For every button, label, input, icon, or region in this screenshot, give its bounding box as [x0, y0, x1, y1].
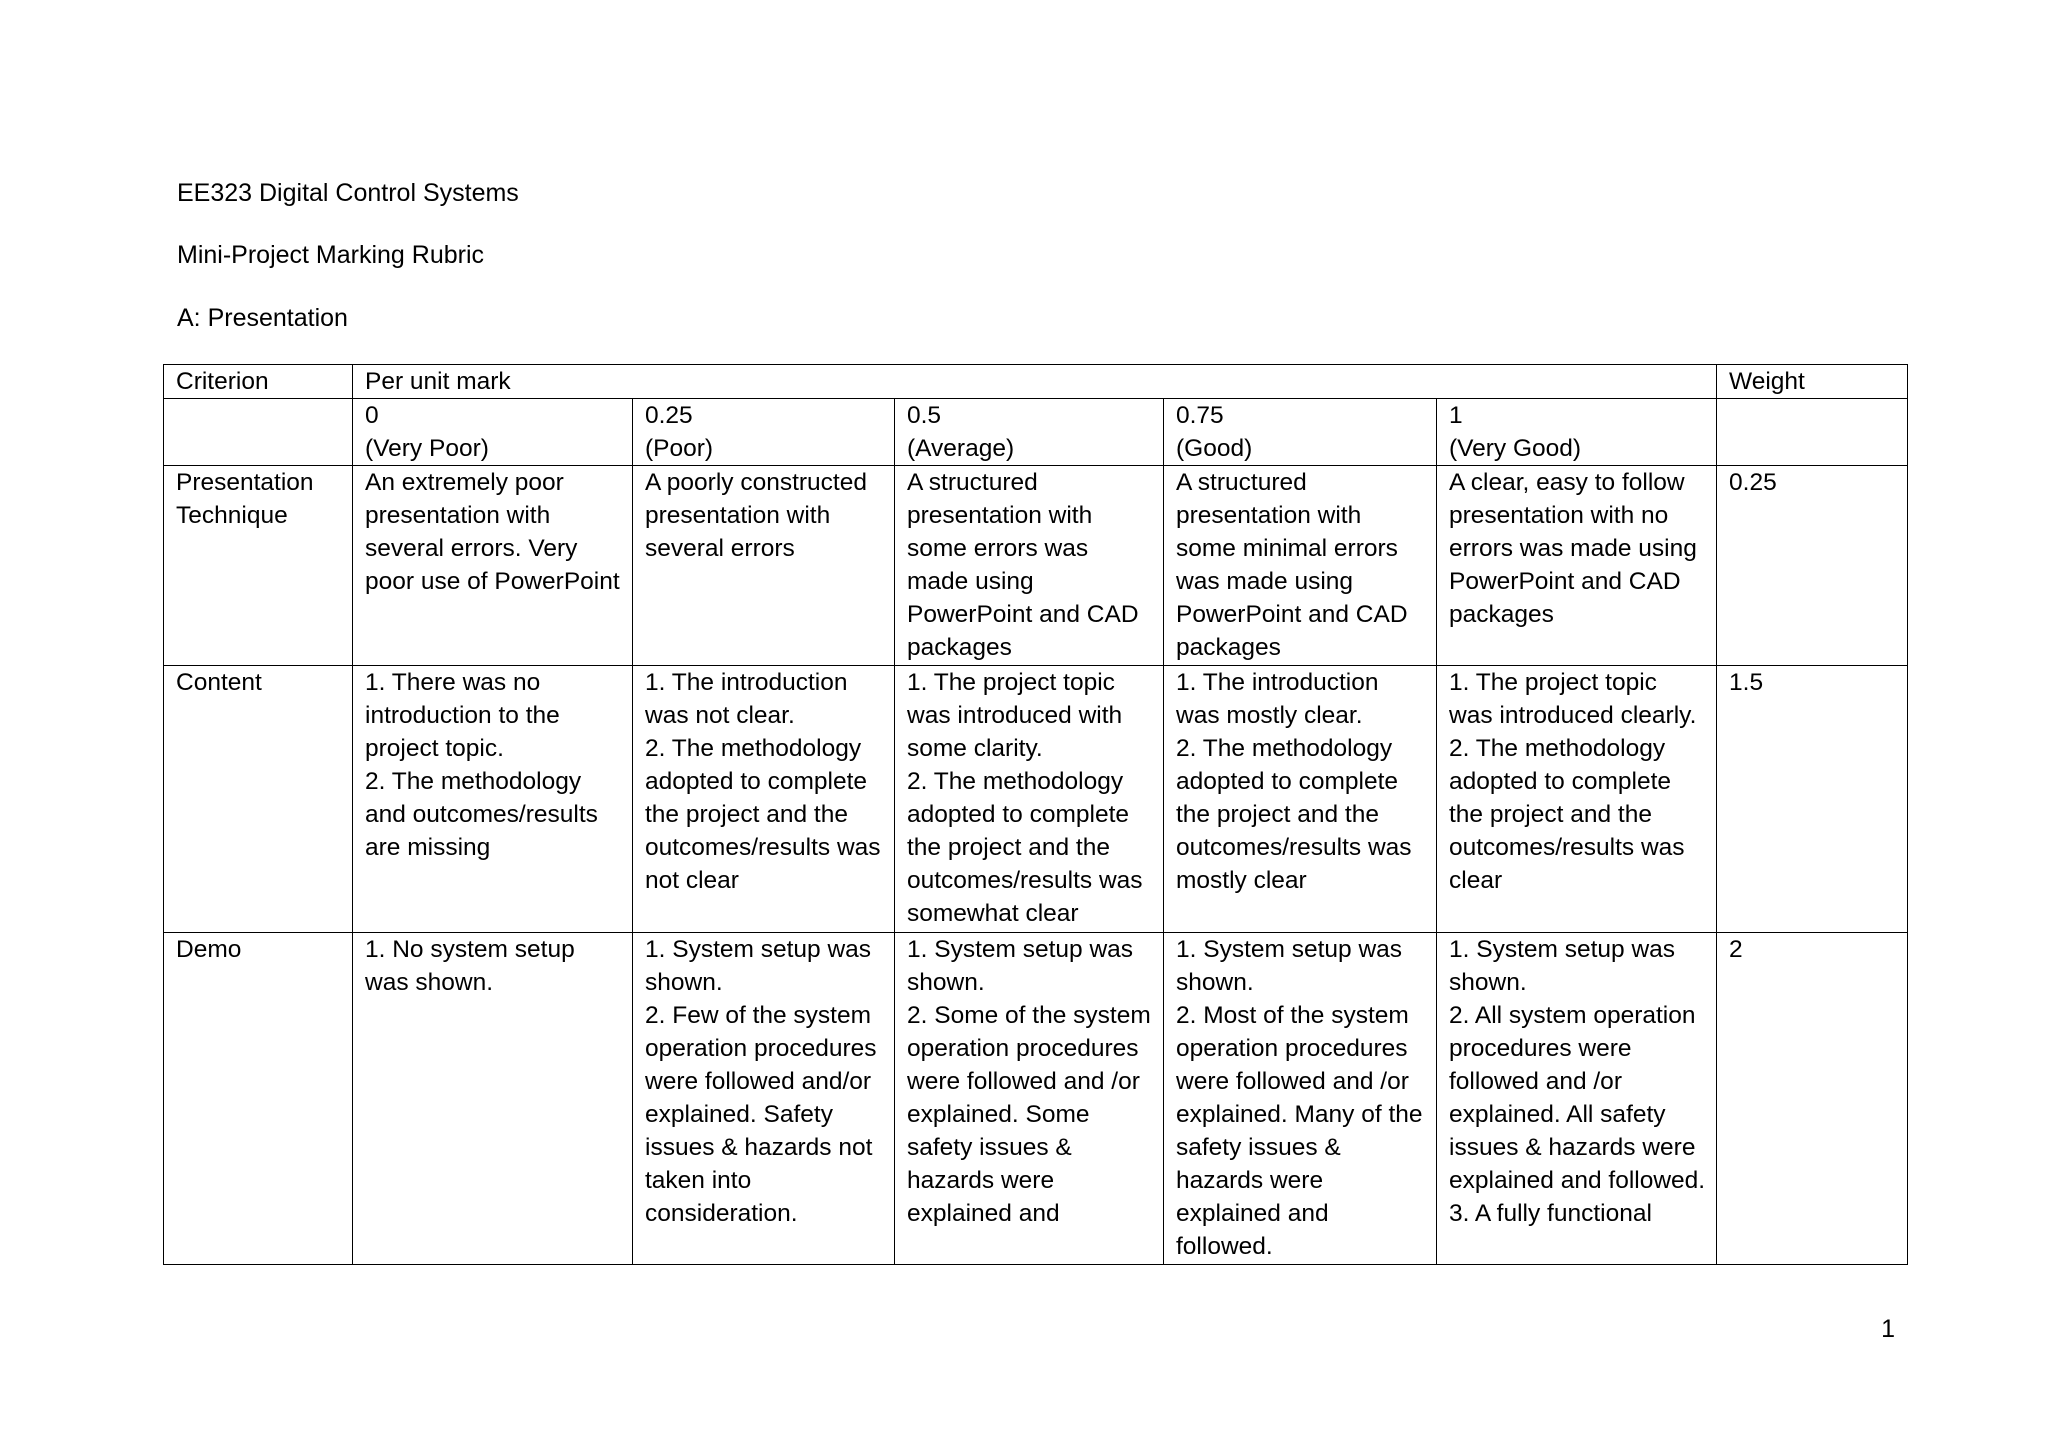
empty-weight-cell: [1717, 399, 1908, 466]
criterion-cell: Content: [164, 666, 353, 933]
level-mark: 0: [365, 402, 379, 429]
weight-cell: 2: [1717, 933, 1908, 1265]
level-label: (Good): [1176, 435, 1253, 462]
descriptor-cell: 1. The introduction was mostly clear. 2. The methodology adopted to complete the project and the outcomes/results was mostly clear: [1164, 666, 1437, 933]
weight-cell: 1.5: [1717, 666, 1908, 933]
descriptor-cell: 1. The project topic was introduced clearly. 2. The methodology adopted to complete the project and the outcomes/results was clear: [1437, 666, 1717, 933]
marking-rubric-table: [163, 364, 1908, 1265]
descriptor-cell: A poorly constructed presentation with several errors: [633, 466, 895, 666]
table-row-presentation-technique: [164, 466, 1908, 666]
table-row-content: [164, 666, 1908, 933]
criterion-header: Criterion: [164, 365, 353, 399]
criterion-cell: Demo: [164, 933, 353, 1265]
level-very-poor-cell: [353, 399, 633, 466]
per-unit-mark-header: Per unit mark: [353, 365, 1717, 399]
descriptor-cell: 1. There was no introduction to the project topic. 2. The methodology and outcomes/results are missing: [353, 666, 633, 933]
descriptor-cell: A structured presentation with some minimal errors was made using PowerPoint and CAD packages: [1164, 466, 1437, 666]
table-header-row: [164, 365, 1908, 399]
descriptor-cell: 1. System setup was shown. 2. Few of the system operation procedures were followed and/or explained. Safety issues & hazards not taken into consideration.: [633, 933, 895, 1265]
descriptor-cell: An extremely poor presentation with several errors. Very poor use of PowerPoint: [353, 466, 633, 666]
level-good-cell: [1164, 399, 1437, 466]
table-row-demo: [164, 933, 1908, 1265]
empty-criterion-cell: [164, 399, 353, 466]
level-poor-cell: [633, 399, 895, 466]
level-average-cell: [895, 399, 1164, 466]
descriptor-cell: 1. System setup was shown. 2. All system operation procedures were followed and /or explained. All safety issues & hazards were explained and followed. 3. A fully functional: [1437, 933, 1717, 1265]
level-very-good-cell: [1437, 399, 1717, 466]
page-number: 1: [1881, 1315, 1895, 1343]
weight-cell: 0.25: [1717, 466, 1908, 666]
descriptor-cell: 1. The introduction was not clear. 2. The methodology adopted to complete the project and the outcomes/results was not clear: [633, 666, 895, 933]
mark-levels-row: [164, 399, 1908, 466]
descriptor-cell: A structured presentation with some errors was made using PowerPoint and CAD packages: [895, 466, 1164, 666]
level-mark: 0.5: [907, 402, 942, 429]
document-subtitle: Mini-Project Marking Rubric: [177, 241, 485, 269]
section-title: A: Presentation: [177, 304, 348, 332]
level-label: (Very Good): [1449, 435, 1582, 462]
descriptor-cell: 1. The project topic was introduced with some clarity. 2. The methodology adopted to complete the project and the outcomes/results was somewhat clear: [895, 666, 1164, 933]
level-label: (Average): [907, 435, 1015, 462]
criterion-cell: Presentation Technique: [164, 466, 353, 666]
descriptor-cell: A clear, easy to follow presentation with no errors was made using PowerPoint and CAD packages: [1437, 466, 1717, 666]
descriptor-cell: 1. System setup was shown. 2. Most of the system operation procedures were followed and /or explained. Many of the safety issues & hazards were explained and followed.: [1164, 933, 1437, 1265]
level-label: (Poor): [645, 435, 714, 462]
level-mark: 0.75: [1176, 402, 1224, 429]
level-label: (Very Poor): [365, 435, 489, 462]
descriptor-cell: 1. System setup was shown. 2. Some of the system operation procedures were followed and /or explained. Some safety issues & hazards were explained and: [895, 933, 1164, 1265]
descriptor-cell: 1. No system setup was shown.: [353, 933, 633, 1265]
level-mark: 0.25: [645, 402, 693, 429]
document-title: EE323 Digital Control Systems: [177, 179, 519, 207]
weight-header: Weight: [1717, 365, 1908, 399]
level-mark: 1: [1449, 402, 1463, 429]
